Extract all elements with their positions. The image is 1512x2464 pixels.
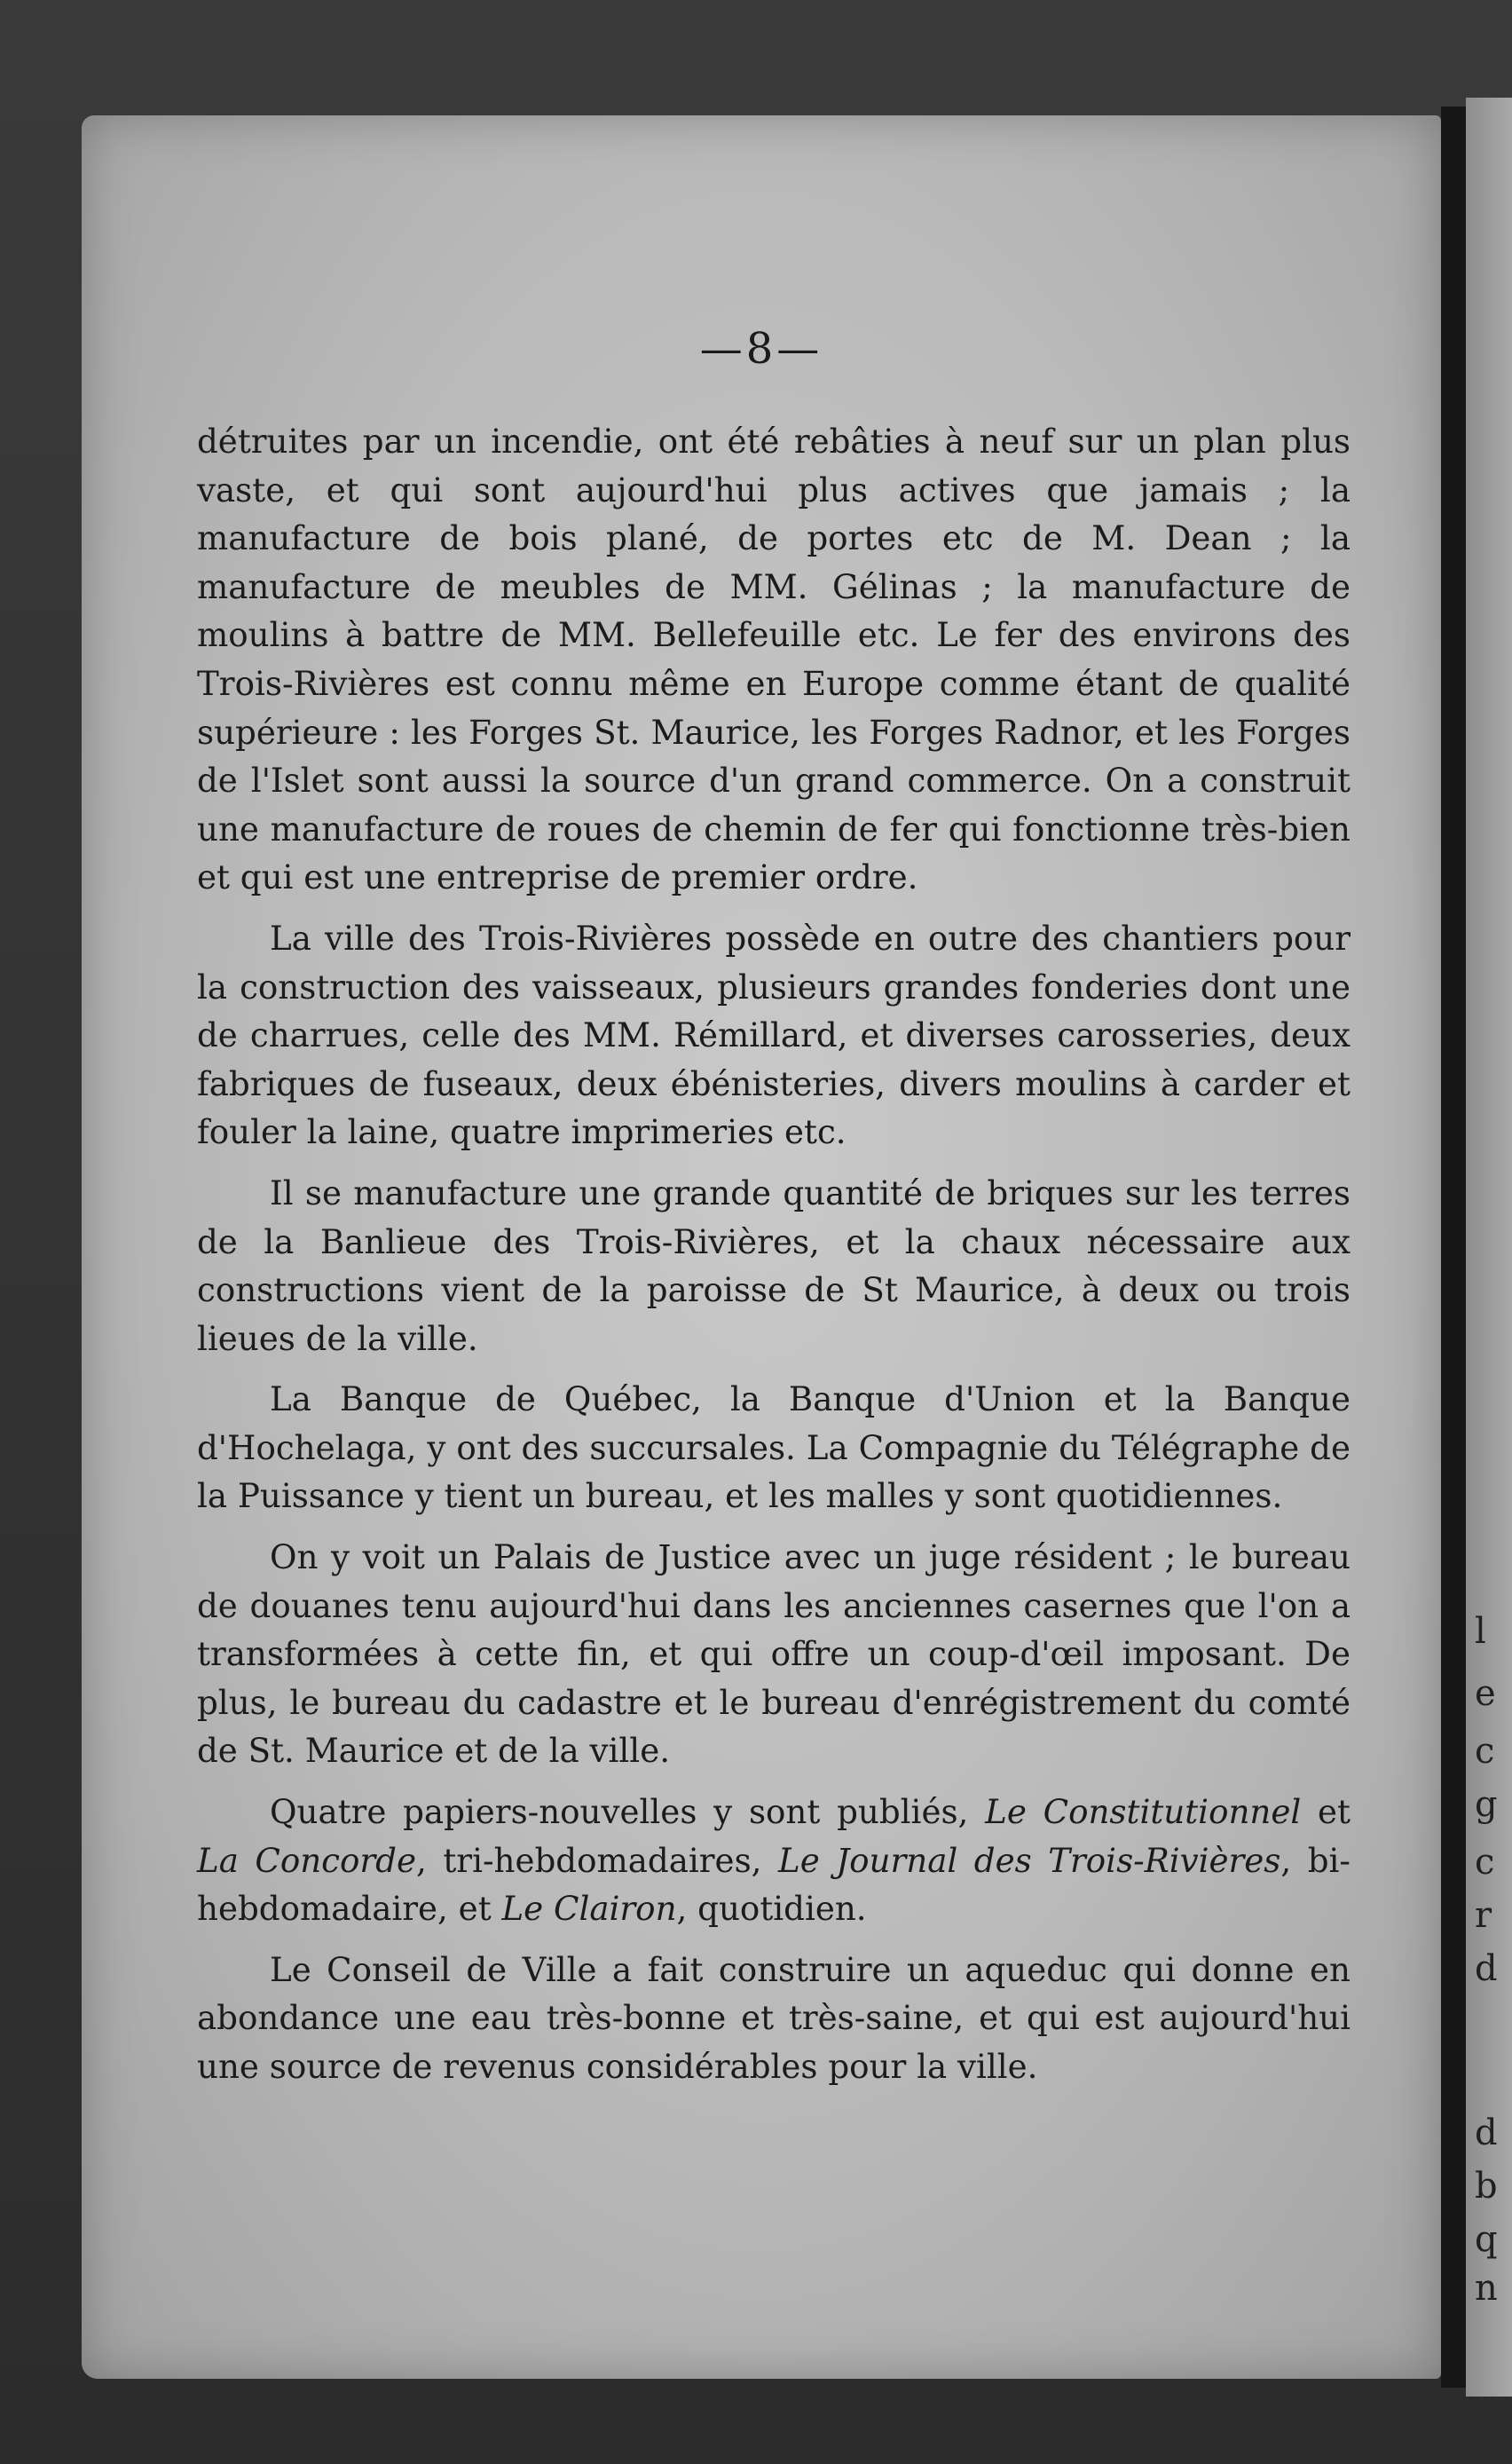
facing-fragment-4: g (1475, 1784, 1498, 1825)
newspaper-title-concorde: La Concorde (197, 1840, 416, 1880)
paragraph-3: Il se manufacture une grande quantité de briques sur les terres de la Banlieue des Trois-Rivières, et la chaux nécessaire aux constructions vient de la paroisse de St Maurice, à deux ou trois lieues de la ville. (197, 1173, 1351, 1358)
paragraph-6-text-c: , tri-hebdomadaires, (416, 1840, 778, 1880)
paragraph-2: La ville des Trois-Rivières possède en outre des chantiers pour la construction des vaisseaux, plusieurs grandes fonderies dont une de charrues, celle des MM. Rémillard, et diverses carosseries, deux fabriques de fuseaux, deux ébénisteries, divers moulins à carder et fouler la laine, quatre imprimeries etc. (197, 918, 1351, 1152)
newspaper-title-clairon: Le Clairon (501, 1889, 677, 1929)
newspaper-title-journal: Le Journal des Trois-Rivières (778, 1840, 1281, 1880)
paragraph-7: Le Conseil de Ville a fait construire un aqueduc qui donne en abondance une eau très-bonne et très-saine, et qui est aujourd'hui une source de revenus considérables pour la ville. (197, 1949, 1351, 2086)
facing-fragment-8: d (1475, 2113, 1498, 2153)
paragraph-4: La Banque de Québec, la Banque d'Union et la Banque d'Hochelaga, y ont des succursales. La Compagnie du Télégraphe de la Puissance y tient un bureau, et les malles y sont quotidiennes. (197, 1379, 1351, 1516)
facing-fragment-11: n (1475, 2268, 1498, 2309)
paragraph-6 (197, 1788, 1351, 1933)
paragraph-6-text-e: , quotidien. (676, 1889, 867, 1929)
facing-fragment-1: l (1475, 1611, 1486, 1652)
facing-fragment-10: q (1475, 2219, 1498, 2260)
paragraph-6-text-a: Quatre papiers-nouvelles y sont publiés, (270, 1792, 986, 1832)
page-body (197, 417, 1351, 2104)
paragraph-6-text-d: , bi-hebdomadaire, et (197, 1840, 1351, 1929)
facing-fragment-7: d (1475, 1948, 1498, 1989)
facing-page-edge (1466, 98, 1512, 2397)
page-number: —8— (699, 324, 823, 374)
paragraph-5: On y voit un Palais de Justice avec un juge résident ; le bureau de douanes tenu aujourd'hui dans les anciennes casernes que l'on a transformées à cette fin, et qui offre un coup-d'œil imposant. De plus, le bureau du cadastre et le bureau d'enrégistrement du comté de St. Maurice et de la ville. (197, 1537, 1351, 1771)
newspaper-title-constitutionnel: Le Constitutionnel (985, 1792, 1302, 1832)
facing-fragment-2: e (1475, 1673, 1496, 1714)
book-gutter (1441, 107, 1466, 2388)
paragraph-1: détruites par un incendie, ont été rebâties à neuf sur un plan plus vaste, et qui sont aujourd'hui plus actives que jamais ; la manufacture de bois plané, de portes etc de M. Dean ; la manufacture de meubles de MM. Gélinas ; la manufacture de moulins à battre de MM. Bellefeuille etc. Le fer des environs des Trois-Rivières est connu même en Europe comme étant de qualité supérieure : les Forges St. Maurice, les Forges Radnor, et les Forges de l'Islet sont aussi la source d'un grand commerce. On a construit une manufacture de roues de chemin de fer qui fonctionne très-bien et qui est une entreprise de premier ordre. (197, 422, 1351, 897)
facing-fragment-3: c (1475, 1731, 1495, 1772)
facing-fragment-9: b (1475, 2166, 1498, 2207)
facing-fragment-5: c (1475, 1842, 1495, 1883)
facing-fragment-6: r (1475, 1895, 1492, 1936)
paragraph-6-text-b: et (1301, 1792, 1351, 1832)
